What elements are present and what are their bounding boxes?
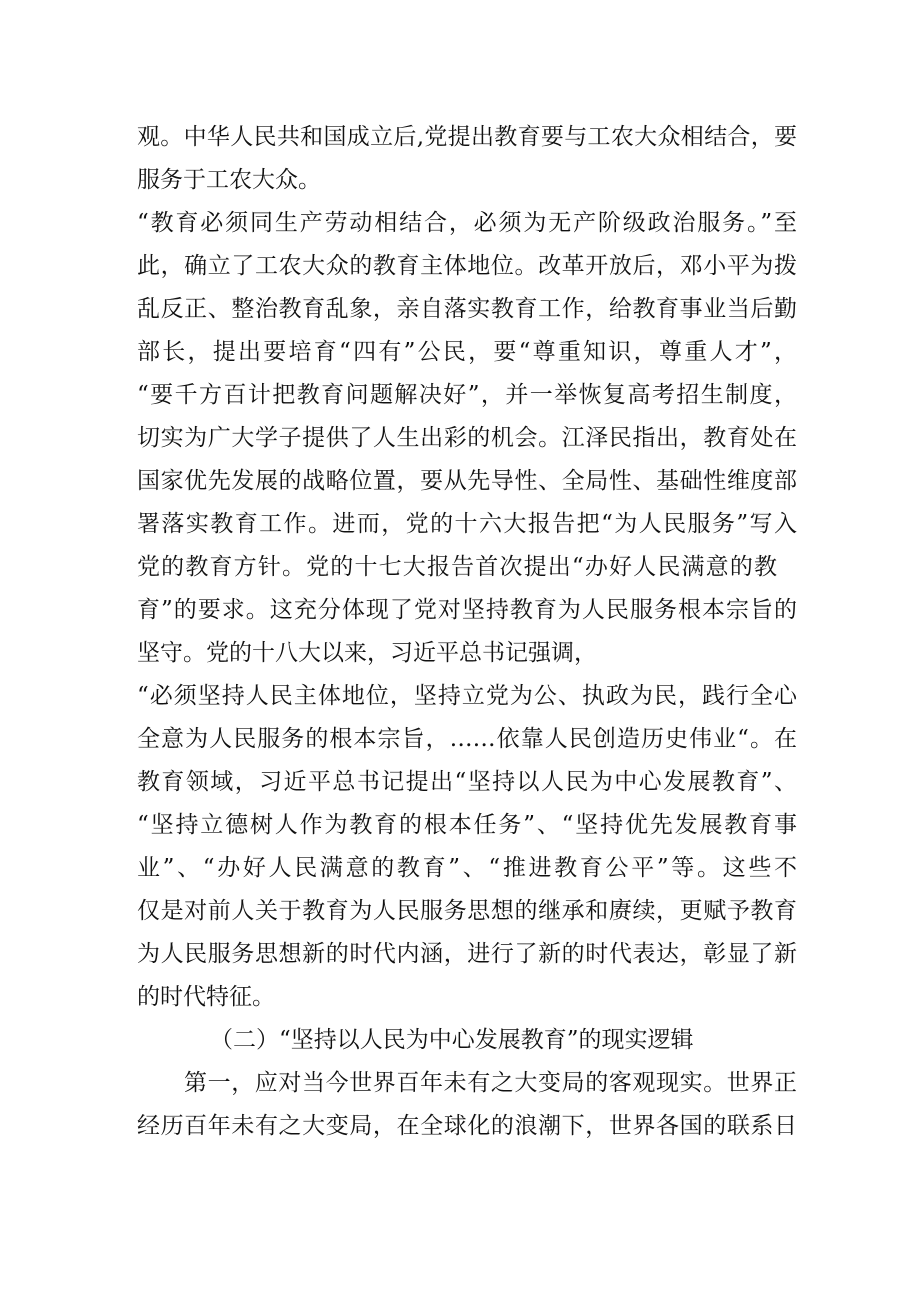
text-line: “要千方百计把教育问题解决好”，并一举恢复高考招生制度，: [137, 382, 797, 408]
section-heading: （二）“坚持以人民为中心发展教育”的现实逻辑: [210, 1027, 694, 1053]
text-line: 的时代特征。: [137, 984, 275, 1010]
text-line: 党的教育方针。党的十七大报告首次提出“办好人民满意的教: [137, 554, 777, 580]
text-line: 署落实教育工作。进而，党的十六大报告把“为人民服务”写入: [137, 511, 797, 537]
text-line: 业”、“办好人民满意的教育”、“推进教育公平”等。这些不: [137, 855, 797, 881]
text-line: 全意为人民服务的根本宗旨，……依靠人民创造历史伟业“。在: [137, 726, 797, 752]
text-line: 切实为广大学子提供了人生出彩的机会。江泽民指出，教育处在: [137, 425, 797, 451]
text-line: 育”的要求。这充分体现了党对坚持教育为人民服务根本宗旨的: [137, 597, 797, 623]
text-line: 乱反正、整治教育乱象，亲自落实教育工作，给教育事业当后勤: [137, 296, 797, 322]
text-line: 国家优先发展的战略位置，要从先导性、全局性、基础性维度部: [137, 468, 797, 494]
text-line: “教育必须同生产劳动相结合，必须为无产阶级政治服务。”至: [137, 210, 797, 236]
text-line: 部长，提出要培育“四有”公民，要“尊重知识，尊重人才”，: [137, 339, 797, 365]
text-line: 坚守。党的十八大以来，习近平总书记强调，: [137, 640, 597, 666]
text-line: 此，确立了工农大众的教育主体地位。改革开放后，邓小平为拨: [137, 253, 797, 279]
text-line: 仅是对前人关于教育为人民服务思想的继承和赓续，更赋予教育: [137, 898, 797, 924]
text-line: 第一，应对当今世界百年未有之大变局的客观现实。世界正: [184, 1070, 797, 1096]
text-line: 观。中华人民共和国成立后,党提出教育要与工农大众相结合，要: [137, 124, 797, 150]
text-line: “坚持立德树人作为教育的根本任务”、“坚持优先发展教育事: [137, 812, 797, 838]
text-line: 经历百年未有之大变局，在全球化的浪潮下，世界各国的联系日: [137, 1113, 797, 1139]
text-line: 教育领域，习近平总书记提出“坚持以人民为中心发展教育”、: [137, 769, 797, 795]
text-line: 服务于工农大众。: [137, 167, 321, 193]
text-line: 为人民服务思想新的时代内涵，进行了新的时代表达，彰显了新: [137, 941, 797, 967]
text-line: “必须坚持人民主体地位，坚持立党为公、执政为民，践行全心: [137, 683, 797, 709]
